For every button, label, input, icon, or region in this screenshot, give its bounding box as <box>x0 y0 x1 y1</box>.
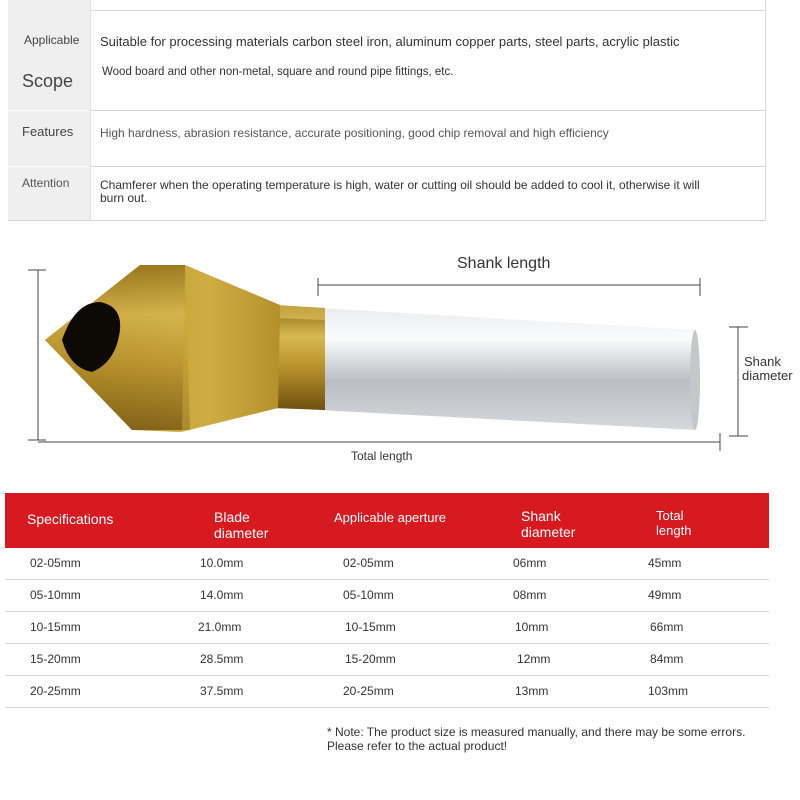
head-diameter-dimension <box>28 270 46 440</box>
cell-blade-diameter: 28.5mm <box>200 652 244 666</box>
cell-specification: 10-15mm <box>30 620 81 634</box>
cell-blade-diameter: 21.0mm <box>198 620 242 634</box>
cell-total-length: 103mm <box>648 684 689 698</box>
header-shank-line2: diameter <box>521 524 576 540</box>
product-info-table <box>8 0 766 221</box>
table-row <box>5 580 769 612</box>
table-row <box>5 676 769 708</box>
cell-blade-diameter: 14.0mm <box>200 588 244 602</box>
scope-label-line1: Applicable <box>24 33 80 47</box>
attention-value-line2: burn out. <box>100 191 148 205</box>
attention-value-cell <box>90 167 765 220</box>
header-blade-line1: Blade <box>214 509 250 525</box>
countersink-diagram <box>0 235 800 475</box>
top-divider <box>90 10 765 11</box>
features-label-cell <box>8 111 90 166</box>
cell-specification: 20-25mm <box>30 684 81 698</box>
table-row <box>5 548 769 580</box>
cell-aperture: 20-25mm <box>343 684 394 698</box>
total-length-label: Total length <box>351 449 413 463</box>
table-row <box>5 612 769 644</box>
shank-diameter-label-line2: diameter <box>742 368 793 383</box>
cell-aperture: 05-10mm <box>343 588 394 602</box>
cell-shank-diameter: 06mm <box>513 556 547 570</box>
cell-specification: 02-05mm <box>30 556 81 570</box>
cell-shank-diameter: 13mm <box>515 684 549 698</box>
spec-table-header <box>5 493 769 548</box>
cell-shank-diameter: 12mm <box>517 652 551 666</box>
cell-shank-diameter: 08mm <box>513 588 547 602</box>
shank-length-dimension <box>318 278 700 296</box>
scope-value-cell <box>90 0 765 110</box>
header-specifications: Specifications <box>27 511 114 527</box>
cell-total-length: 49mm <box>648 588 682 602</box>
countersink-bit-illustration <box>0 235 800 475</box>
cell-total-length: 84mm <box>650 652 684 666</box>
scope-label-cell <box>8 0 90 110</box>
attention-label-cell <box>8 167 90 220</box>
header-aperture: Applicable aperture <box>334 510 447 525</box>
scope-row <box>8 0 765 110</box>
shank-icon <box>318 308 700 430</box>
cell-aperture: 02-05mm <box>343 556 394 570</box>
note-line1: * Note: The product size is measured manually, and there may be some errors. <box>327 725 746 739</box>
attention-label: Attention <box>22 176 70 190</box>
features-value: High hardness, abrasion resistance, accurate positioning, good chip removal and high efficiency <box>100 126 609 140</box>
shank-diameter-label-line1: Shank <box>744 354 781 369</box>
cell-shank-diameter: 10mm <box>515 620 549 634</box>
scope-value-line1: Suitable for processing materials carbon steel iron, aluminum copper parts, steel parts, acrylic plastic <box>100 34 680 49</box>
features-row <box>8 111 765 166</box>
cell-total-length: 66mm <box>650 620 684 634</box>
table-row <box>5 644 769 676</box>
header-blade-line2: diameter <box>214 525 269 541</box>
measurement-note <box>327 725 787 753</box>
scope-value-line2: Wood board and other non-metal, square and round pipe fittings, etc. <box>102 66 454 78</box>
shank-length-label: Shank length <box>457 255 551 272</box>
note-line2: Please refer to the actual product! <box>327 739 508 753</box>
scope-label-line2: Scope <box>22 71 74 91</box>
cell-specification: 15-20mm <box>30 652 81 666</box>
header-total-line1: Total <box>656 508 684 523</box>
cutter-head-icon <box>45 265 280 432</box>
cell-aperture: 10-15mm <box>345 620 396 634</box>
cell-blade-diameter: 10.0mm <box>200 556 244 570</box>
features-label: Features <box>22 124 74 139</box>
cell-total-length: 45mm <box>648 556 682 570</box>
features-value-cell <box>90 111 765 166</box>
header-total-line2: length <box>656 523 692 538</box>
header-shank-line1: Shank <box>521 508 561 524</box>
attention-row <box>8 167 765 220</box>
cell-aperture: 15-20mm <box>345 652 396 666</box>
cell-specification: 05-10mm <box>30 588 81 602</box>
collar-icon <box>272 305 325 410</box>
cell-blade-diameter: 37.5mm <box>200 684 244 698</box>
attention-value-line1: Chamferer when the operating temperature is high, water or cutting oil should be added to cool it, otherwise it will <box>100 178 700 192</box>
